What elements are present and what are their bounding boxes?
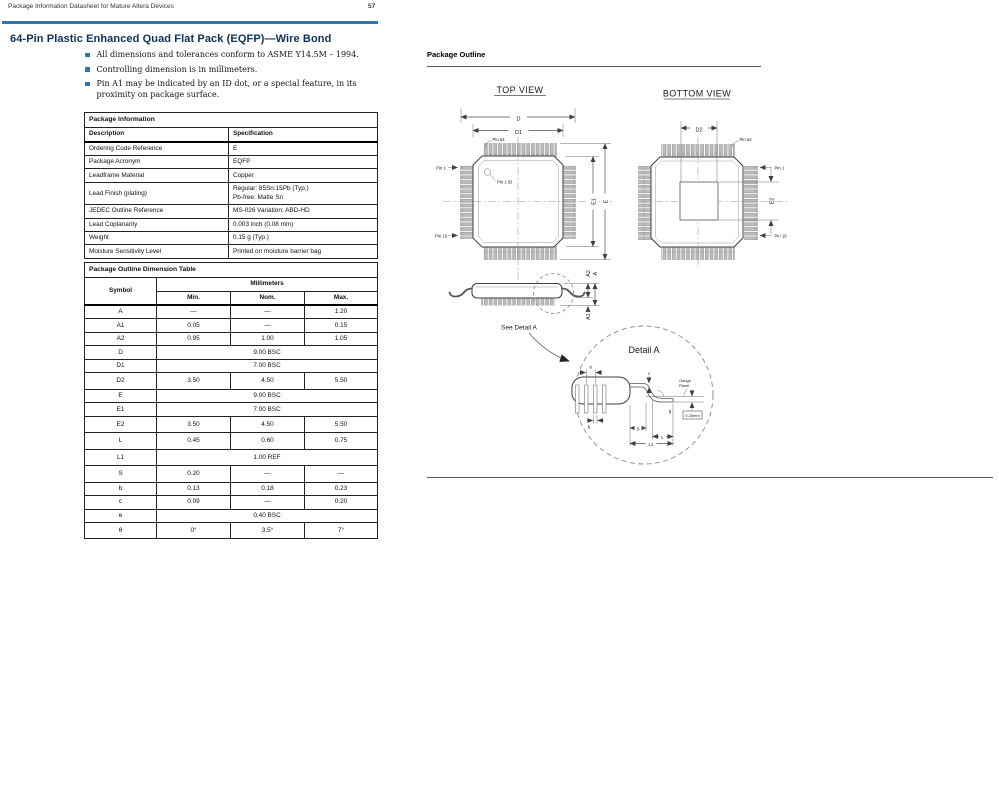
cell-specification: E: [229, 142, 378, 156]
cell-min: 0.45: [157, 433, 231, 449]
table-row: [85, 305, 378, 319]
section-title: 64-Pin Plastic Enhanced Quad Flat Pack (EQFP)—Wire Bond: [10, 33, 332, 45]
cell-max: 1.20: [305, 305, 378, 319]
cell-symbol: A: [85, 305, 157, 319]
table-row: [85, 319, 378, 332]
lead-bottom-edge: [630, 387, 673, 402]
dim-label-e: E: [603, 199, 610, 204]
top-view-title: TOP VIEW: [496, 85, 544, 95]
bullet-icon: [85, 53, 90, 58]
cell-specification: EQFP: [229, 155, 378, 168]
cell-description: Lead Finish (plating): [85, 182, 229, 204]
cell-symbol: D2: [85, 373, 157, 389]
cell-symbol: E: [85, 389, 157, 402]
cell-symbol: A1: [85, 319, 157, 332]
bottom-view: [638, 89, 788, 269]
cell-symbol: c: [85, 496, 157, 509]
cell-nom: —: [231, 319, 305, 332]
left-lead: [450, 289, 473, 297]
pin-row-bottom: [483, 246, 557, 260]
cell-description: Ordering Code Reference: [85, 142, 229, 156]
cell-max: 7°: [305, 523, 378, 539]
bottom-view-title: BOTTOM VIEW: [662, 88, 732, 99]
cell-symbol: e: [85, 509, 157, 522]
cell-max: 0.20: [305, 496, 378, 509]
cell-min: 0.95: [157, 332, 231, 345]
table-row: [85, 416, 378, 432]
pin16-label: Pin 16: [435, 233, 448, 239]
cell-nom: —: [231, 305, 305, 319]
table-row: [85, 169, 378, 182]
table-row: [85, 218, 378, 231]
dim-label-s: S: [636, 426, 640, 432]
cell-min: 0.20: [157, 466, 231, 482]
pin1-label: Pin 1: [774, 165, 785, 171]
cell-specification: [229, 182, 378, 204]
cell-symbol: E1: [85, 403, 157, 416]
dim-label-l1: L1: [648, 442, 654, 447]
dim-label-d2: D2: [695, 127, 703, 134]
bullet-text: Controlling dimension is in millimeters.: [96, 64, 258, 74]
table-row: [85, 205, 378, 218]
table-row: [85, 466, 378, 482]
bullet-icon: [85, 67, 90, 72]
package-info-table: [84, 112, 378, 259]
pin-row-left: [460, 165, 474, 239]
table-row: [85, 155, 378, 168]
outline-top-rule: [427, 66, 761, 67]
col-header-description: Description: [85, 128, 229, 142]
cell-description: Lead Coplanarity: [85, 218, 229, 231]
page-number: 57: [368, 3, 376, 10]
table-row: [85, 182, 378, 204]
cell-symbol: A2: [85, 332, 157, 345]
detail-pointer-arrow: [529, 333, 569, 361]
table-row: [85, 346, 378, 359]
gauge-plane-label-1: Gauge: [679, 378, 692, 383]
bullet-list: [85, 50, 377, 104]
cell-symbol: θ: [85, 523, 157, 539]
cell-nom: —: [231, 466, 305, 482]
exposed-pad: [680, 182, 718, 220]
package-outline-drawing: [420, 70, 999, 484]
offset-value: 0.25mm: [685, 413, 700, 418]
cell-max: —: [305, 466, 378, 482]
cell-description: Leadframe Material: [85, 169, 229, 182]
table-row: [85, 142, 378, 156]
cell-symbol: D1: [85, 359, 157, 372]
side-view: [450, 270, 600, 361]
cell-min: 0.05: [157, 319, 231, 332]
detail-a: [572, 326, 713, 464]
cell-max: 1.05: [305, 332, 378, 345]
col-header-nom: Nom.: [231, 291, 305, 305]
col-header-specification: Specification: [229, 128, 378, 142]
dim-label-e-pitch: e: [589, 364, 593, 370]
cell-min: 3.50: [157, 416, 231, 432]
table-row: [85, 332, 378, 345]
cell-specification: 0.15 g (Typ.): [229, 232, 378, 245]
dim-label-l: L: [661, 435, 664, 440]
table-title-row: [85, 113, 378, 128]
cell-span-value: 1.00 REF: [157, 449, 378, 465]
table-row: [85, 433, 378, 449]
cell-max: 0.23: [305, 482, 378, 495]
cell-specification: 0.003 inch (0.08 mm): [229, 218, 378, 231]
cell-max: 0.75: [305, 433, 378, 449]
table-title: Package Information: [85, 113, 378, 128]
table-row: [85, 496, 378, 509]
table-row: [85, 482, 378, 495]
see-detail-a-label: See Detail A: [501, 324, 537, 332]
cell-description: JEDEC Outline Reference: [85, 205, 229, 218]
cell-max: 0.15: [305, 319, 378, 332]
dim-label-e2: E2: [769, 197, 776, 205]
dim-label-c: c: [647, 371, 651, 376]
cell-max: 5.50: [305, 416, 378, 432]
cell-nom: 0.60: [231, 433, 305, 449]
dim-label-b: b: [587, 424, 591, 430]
table-row: [85, 403, 378, 416]
cell-span-value: 9.00 BSC: [157, 346, 378, 359]
table-title-row: [85, 263, 378, 278]
table-row: [85, 232, 378, 245]
spec-line-2: Pb-free: Matte Sn: [233, 193, 284, 201]
running-header: Package Information Datasheet for Mature Altera Devices: [8, 3, 174, 10]
cell-description: Moisture Sensitivity Level: [85, 245, 229, 258]
cell-span-value: 9.00 BSC: [157, 389, 378, 402]
table-header-row: [85, 128, 378, 142]
cell-min: 3.50: [157, 373, 231, 389]
pin64-label: Pin 64: [739, 137, 752, 142]
cell-max: 5.50: [305, 373, 378, 389]
pin-row-right: [562, 165, 576, 239]
pin1-id-label: Pin 1 ID: [497, 179, 513, 185]
cell-span-value: 7.00 BSC: [157, 403, 378, 416]
top-view: [435, 85, 612, 280]
cell-min: 0.09: [157, 496, 231, 509]
body-edge-section: [572, 377, 630, 404]
dim-label-theta: θ: [668, 409, 672, 415]
detail-a-title: Detail A: [628, 345, 660, 355]
cell-min: —: [157, 305, 231, 319]
table-row: [85, 389, 378, 402]
table-row: [85, 449, 378, 465]
cell-symbol: L1: [85, 449, 157, 465]
cell-symbol: b: [85, 482, 157, 495]
bullet-item: [85, 79, 377, 99]
cell-symbol: E2: [85, 416, 157, 432]
cell-nom: —: [231, 496, 305, 509]
pin-row-left: [638, 166, 652, 240]
cell-symbol: L: [85, 433, 157, 449]
cell-span-value: 7.00 BSC: [157, 359, 378, 372]
cell-min: 0°: [157, 523, 231, 539]
package-outline-heading: Package Outline: [427, 50, 486, 59]
cell-min: 0.13: [157, 482, 231, 495]
cell-nom: 4.50: [231, 416, 305, 432]
bullet-icon: [85, 82, 90, 87]
table-title: Package Outline Dimension Table: [85, 263, 378, 278]
table-row: [85, 509, 378, 522]
col-header-max: Max.: [305, 291, 378, 305]
pin64-label: Pin 64: [492, 137, 505, 142]
table-row: [85, 373, 378, 389]
cell-symbol: S: [85, 466, 157, 482]
gauge-plane-label-2: Plane: [679, 383, 690, 388]
dim-label-a: A: [593, 271, 599, 276]
dim-label-e1: E1: [591, 198, 598, 205]
spec-line-1: Regular: 85Sn:15Pb (Typ.): [233, 185, 309, 193]
pin1-label: Pin 1: [436, 165, 446, 171]
dim-label-a2: A2: [585, 270, 592, 277]
pin-row-right: [744, 166, 758, 240]
cell-specification: Printed on moisture barrier bag: [229, 245, 378, 258]
dim-label-d: D: [516, 116, 521, 123]
bullet-item: [85, 65, 377, 75]
cell-nom: 1.00: [231, 332, 305, 345]
cell-nom: 4.50: [231, 373, 305, 389]
pin16-label: Pin 16: [774, 233, 787, 239]
package-profile: [472, 284, 562, 299]
col-header-symbol: Symbol: [85, 278, 157, 305]
table-header-row: [85, 278, 378, 291]
cell-nom: 0.18: [231, 482, 305, 495]
cell-specification: Copper: [229, 169, 378, 182]
cell-description: Package Acronym: [85, 155, 229, 168]
cell-symbol: D: [85, 346, 157, 359]
dimension-table: [84, 262, 378, 539]
table-row: [85, 245, 378, 258]
cell-specification: MS-026 Variation: ABD-HD: [229, 205, 378, 218]
cell-description: Weight: [85, 232, 229, 245]
pin-row-top: [483, 143, 557, 157]
dim-label-a1: A1: [585, 313, 592, 320]
bullet-item: [85, 50, 377, 60]
header-rule: [2, 21, 378, 24]
col-header-min: Min.: [157, 291, 231, 305]
bullet-text: All dimensions and tolerances conform to ASME Y14.5M – 1994.: [96, 50, 359, 59]
table-row: [85, 359, 378, 372]
col-header-millimeters: Millimeters: [157, 278, 378, 291]
bullet-text: Pin A1 may be indicated by an ID dot, or a special feature, in its proximity on package surface.: [96, 79, 357, 99]
cell-nom: 3.5°: [231, 523, 305, 539]
table-row: [85, 523, 378, 539]
dim-label-d1: D1: [514, 130, 523, 136]
cell-span-value: 0.40 BSC: [157, 509, 378, 522]
